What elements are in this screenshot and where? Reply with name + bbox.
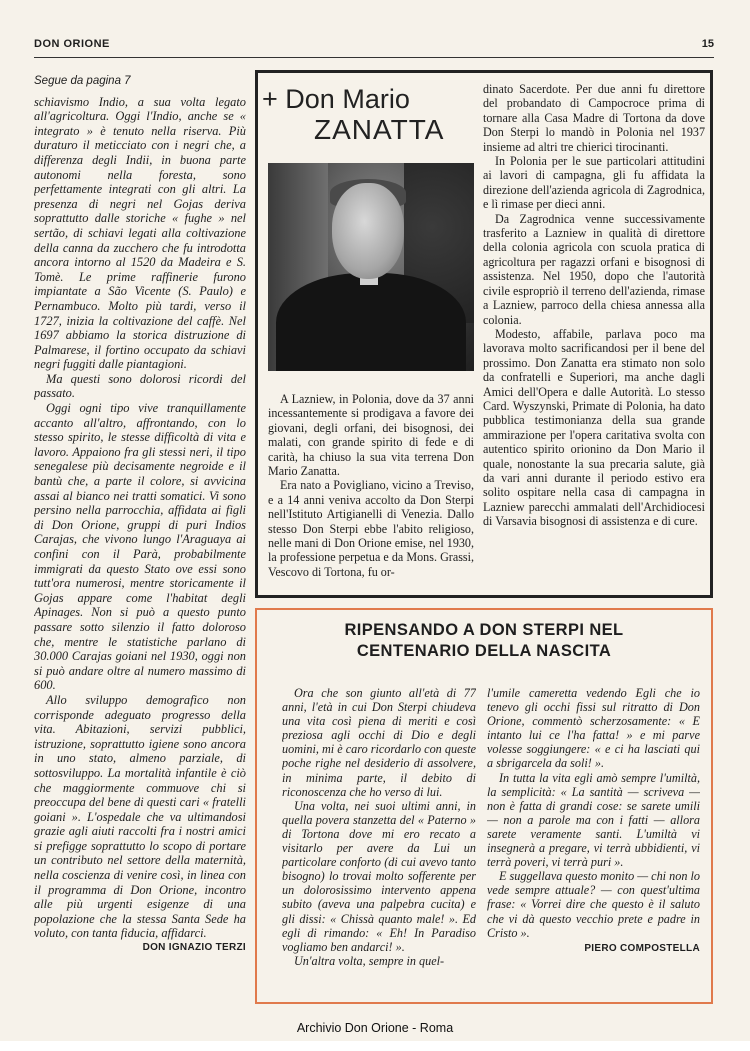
continuation-note: Segue da pagina 7	[34, 75, 131, 87]
article-signature: PIERO COMPOSTELLA	[584, 942, 700, 954]
obituary-column-1	[268, 392, 474, 592]
obituary-title	[262, 84, 474, 154]
article-title	[262, 620, 706, 668]
obituary-c2-paragraph-1: dinato Sacerdote. Per due anni fu direttore del probandato di Campocroce prima di tornare alla Casa Madre di Tortona da dove Don Sterpi lo mandò in Polonia nel 1937 insieme ad altri tre chierici tirocinanti.	[483, 82, 705, 154]
portrait-photo	[268, 163, 474, 371]
obituary-c1-paragraph-1: A Lazniew, in Polonia, dove da 37 anni incessantemente si prodigava a favore dei giovani, degli orfani, dei bisognosi, dei malati, con grande spirito di fede e di carità, ha chiuso la sua vita terrena Don Mario Zanatta.	[268, 392, 474, 479]
obituary-column-2	[483, 82, 705, 592]
article-c1-paragraph-1: Ora che son giunto all'età di 77 anni, l'età in cui Don Sterpi chiudeva una vita così piena di meriti e così preziosa agli occhi di Dio e degli uomini, mi è caro ricordarlo con queste poche righe nel desiderio di assolvere, in minima parte, il debito di riconoscenza che ho verso di lui.	[282, 686, 476, 799]
page-number: 15	[701, 38, 714, 50]
obituary-name-first: Don Mario	[285, 84, 410, 114]
obituary-c2-paragraph-3: Da Zagrodnica venne successivamente trasferito a Lazniew in qualità di direttore della colonia agricola con scuola pratica di agricoltura per ragazzi orfani e bisognosi di assistenza. Nel 1950, dopo che l'autorità civile espropriò il terreno dell'azienda, rimase a Lazniew, parroco della chiesa annessa alla colonia.	[483, 211, 705, 327]
article-c1-paragraph-3: Un'altra volta, sempre in quel-	[294, 953, 445, 968]
cross-symbol: +	[262, 84, 278, 114]
article-c1-paragraph-2: Una volta, nei suoi ultimi anni, in quella povera stanzetta del « Paterno » di Tortona dove mi ero recato a visitarlo per avere da Lui un particolare conforto (di cui avevo tanto bisogno) lo trovai molto sofferente per un dolorosissimo intervento appena subito (aveva una palpebra cucita) e gli dissi: « Chissà quanto male! ». Ed egli di rimando: « Eh! In Paradiso vogliamo ben andarci! ».	[282, 798, 476, 954]
article-c2-paragraph-3: E suggellava questo monito — chi non lo vede sempre attuale? — con quest'ultima frase: « Vorrei dire che questo è il saluto che vi dà questo vecchio prete e padre in Cristo ».	[487, 869, 700, 940]
left-paragraph-3: Oggi ogni tipo vive tranquillamente accanto all'altro, affrontando, con lo stesso spirito, le stesse difficoltà di vita e lavoro. Appaiono fra gli stessi neri, il tipo senegalese più decisamente negroide e il bantù che, a parte il colore, si avvicina assai al bianco nei tratti somatici. Vi sono persino nella parrocchia, affidata ai figli di Don Orione, gruppi di puri Indios Carajas, che vivono lungo l'Araguaya ai confini con il Parà, probabilmente immigrati da questo Stato ove essi sono tutt'ora numerosi, mentre storicamente il Gojas appare come l'habitat degli Apinages. Non si può a questo punto passare sotto silenzio il fatto doloroso che, mentre le statistiche parlano di 30.000 Carajas goiani nel 1930, oggi non si può andare oltre al numero massimo di 600.	[34, 401, 246, 693]
article-title-line-1: RIPENSANDO A DON STERPI NEL	[344, 621, 624, 639]
obituary-c1-paragraph-2: Era nato a Povigliano, vicino a Treviso, e a 14 anni veniva accolto da Don Sterpi nell'Istituto Artigianelli di Venezia. Dallo stesso Don Sterpi ebbe l'abito religioso, nelle mani di Don Orione emise, nel 1930, la professione perpetua e da Mons. Grassi, Vescovo di Tortona, fu or-	[268, 478, 474, 579]
article-column-1	[282, 686, 476, 990]
left-column-article	[34, 74, 246, 1009]
article-title-line-2: CENTENARIO DELLA NASCITA	[356, 642, 612, 660]
article-column-2	[487, 686, 700, 990]
obituary-c2-paragraph-2: In Polonia per le sue particolari attitudini ai lavori di campagna, gli fu affidata la direzione dell'azienda agricola di Zagrodnica, e lì rimase per dieci anni.	[483, 154, 705, 212]
obituary-c2-paragraph-4: Modesto, affabile, parlava poco ma lavorava molto sacrificandosi per il bene del prossimo. Don Zanatta era stimato non solo da confratelli e Superiori, ma anche dagli Amici dell'Opera e dalle Autorità. Lo stesso Card. Wyszynski, Primate di Polonia, ha dato pubblica testimonianza della sua grande ammirazione per l'opera caritativa svolta con autentico spirito orionino da Don Mario il quale, nonostante la sua precaria salute, già da vari anni durante il periodo estivo era solito ospitare nella casa di campagna in Lazniew parecchi ammalati dell'Archidiocesi di Varsavia bisognosi di assistenza e di cure.	[483, 326, 705, 529]
left-signature: DON IGNAZIO TERZI	[142, 942, 246, 954]
article-c2-paragraph-2: In tutta la vita egli amò sempre l'umiltà, la semplicità: « La santità — scriveva — non è fatta di grandi cose: se sarete umili — non a parole ma con i fatti — allora sarete veramente santi. L'umiltà vi insegnerà a pregare, vi terrà ubbidienti, vi terrà poveri, vi terrà puri ».	[487, 770, 700, 870]
left-paragraph-1: schiavismo Indio, a sua volta legato all'agricoltura. Oggi l'Indio, anche se « integrato » è tenuto nella riserva. Più duraturo il meticciato con i negri che, a differenza degli Indii, in buona parte autonomi nella foresta, sono perfettamente integrati con gli altri. La presenza di negri nel Gojas deriva soprattutto dalle storiche « fughe » nel sertão, di schiavi legati alla coltivazione della canna da zucchero che fu introdotta ancora intorno al 1520 da Madeira e S. Tomè. Le prime raffinerie furono impiantate a São Vicente (S. Paulo) e Pernambuco. Molto più tardi, verso il 1727, inizia la coltivazione del caffè. Nel 1697 abbiamo la storica distruzione di Palmarese, il fortino occupato da schiavi negri fuggiti dalle piantagioni.	[34, 94, 246, 372]
page-header	[34, 38, 714, 58]
magazine-name: DON ORIONE	[34, 38, 110, 50]
article-c2-paragraph-1: l'umile cameretta vedendo Egli che io tenevo gli occhi fissi sul ritratto di Don Orione, commentò scherzosamente: « E intanto lui ce l'ha fatta! » e mi parve volesse soggiungere: « e ci ha lasciati qui a sbrigarcela da soli! ».	[487, 686, 700, 771]
obituary-name-last: ZANATTA	[314, 114, 445, 145]
left-paragraph-2: Ma questi sono dolorosi ricordi del passato.	[34, 371, 246, 401]
archive-footer: Archivio Don Orione - Roma	[296, 1021, 454, 1035]
left-paragraph-4: Allo sviluppo demografico non corrisponde adeguato progresso della vita. Abitazioni, servizi pubblici, istruzione, soprattutto igiene sono ancora in uno stato, almeno parziale, di sottosviluppo. La mortalità infantile è ciò che maggiormente commuove chi si preoccupa del bene di questi cari « fratelli goiani ». L'ospedale che va ultimandosi grazie agli aiuti raccolti fra i nostri amici si prefigge soprattutto lo scopo di portare un contributo nel settore della maternità, nella coscienza di venire così, in linea con il programma di Don Orione, incontro alle più urgenti esigenze di una popolazione che la stessa Santa Sede ha voluto, con tanta fiducia, affidarci.	[34, 692, 246, 941]
